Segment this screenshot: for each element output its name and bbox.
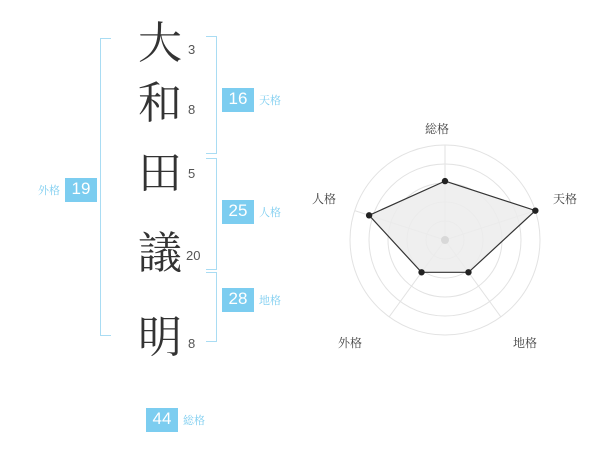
stroke-count-1: 3 <box>188 42 196 57</box>
radar-data-polygon <box>369 181 535 272</box>
score-total-label: 総格 <box>183 414 205 427</box>
score-outer-value: 19 <box>65 178 97 202</box>
outer-bracket <box>100 38 111 336</box>
chikaku-bracket <box>206 272 217 342</box>
kanji-char-4: 議 <box>138 229 182 278</box>
score-jinkaku <box>222 200 281 224</box>
radar-axis-label-jinkaku: 人格 <box>312 192 337 206</box>
radar-chart-svg <box>300 0 600 470</box>
score-total-value: 44 <box>146 408 178 432</box>
radar-data-point <box>442 178 448 184</box>
score-chikaku-value: 28 <box>222 288 254 312</box>
score-chikaku-label: 地格 <box>259 294 281 307</box>
tenkaku-bracket <box>206 36 217 154</box>
score-chikaku <box>222 288 281 312</box>
score-tenkaku <box>222 88 281 112</box>
radar-data-point <box>418 269 424 275</box>
radar-axis-label-tenkaku: 天格 <box>553 192 578 206</box>
stroke-count-4: 20 <box>186 248 201 263</box>
radar-axis-label-soukaku: 総格 <box>425 122 450 136</box>
kanji-char-1: 大 <box>138 19 182 68</box>
kanji-char-5: 明 <box>138 313 182 362</box>
radar-data-point <box>366 212 372 218</box>
score-outer <box>38 178 97 202</box>
score-tenkaku-label: 天格 <box>259 94 281 107</box>
score-jinkaku-value: 25 <box>222 200 254 224</box>
name-diagram-panel <box>0 0 300 470</box>
stroke-count-2: 8 <box>188 102 196 117</box>
radar-center-dot <box>441 236 449 244</box>
score-outer-label: 外格 <box>38 184 60 197</box>
score-jinkaku-label: 人格 <box>259 206 281 219</box>
radar-chart-panel <box>300 0 600 470</box>
radar-data-point <box>532 207 538 213</box>
radar-axis-label-gaikaku: 外格 <box>338 336 363 350</box>
radar-axis-label-chikaku: 地格 <box>513 336 538 350</box>
jinkaku-bracket <box>206 158 217 270</box>
kanji-char-3: 田 <box>138 149 182 198</box>
stroke-count-5: 8 <box>188 336 196 351</box>
score-total <box>146 408 205 432</box>
radar-data-point <box>465 269 471 275</box>
score-tenkaku-value: 16 <box>222 88 254 112</box>
kanji-char-2: 和 <box>138 79 182 128</box>
stroke-count-3: 5 <box>188 166 196 181</box>
